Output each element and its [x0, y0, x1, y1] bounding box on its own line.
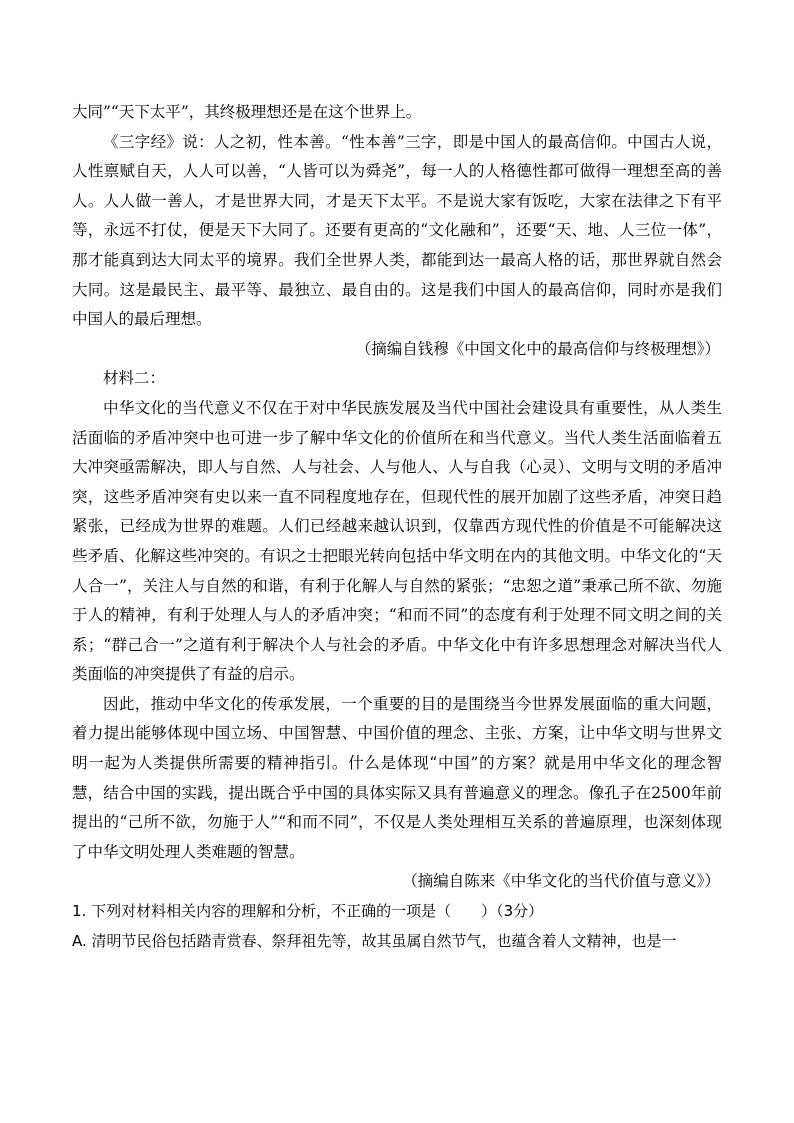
source-citation-1: （摘编自钱穆《中国文化中的最高信仰与终极理想》）	[355, 339, 720, 358]
question-stem: 1. 下列对材料相关内容的理解和分析，不正确的一项是（ ）（3分）	[72, 902, 544, 921]
paragraph-continued: 大同”“天下太平”，其终极理想还是在这个世界上。	[72, 103, 422, 121]
document-page	[72, 98, 722, 956]
source-citation-2: （摘编自陈来《中华文化的当代价值与意义》）	[402, 872, 720, 891]
paragraph-sanzijing: 《三字经》说：人之初，性本善。“性本善”三字，即是中国人的最高信仰。中国古人说，人性禀赋自天，人人可以善，“人皆可以为舜尧”，每一人的人格德性都可做得一理想至高的善人。人人做一善人，才是世界大同，才是天下太平。不是说大家有饭吃，大家在法律之下有平等，永远不打仗，便是天下大同了。还要有更高的“文化融和”，还要“天、地、人三位一体”，那才能真到达大同太平的境界。我们全世界人类，都能到达一最高人格的话，那世界就自然会大同。这是最民主、最平等、最独立、最自由的。这是我们中国人的最高信仰，同时亦是我们中国人的最后理想。	[72, 132, 722, 329]
option-a: A. 清明节民俗包括踏青赏春、祭拜祖先等，故其虽属自然节气，也蕴含着人文精神，也是一	[72, 931, 677, 950]
paragraph-therefore: 因此，推动中华文化的传承发展，一个重要的目的是围绕当今世界发展面临的重大问题，着力提出能够体现中国立场、中国智慧、中国价值的理念、主张、方案，让中华文明与世界文明一起为人类提供所需要的精神指引。什么是体现“中国”的方案？就是用中华文化的理念智慧，结合中国的实践，提出既合乎中国的具体实际又具有普遍意义的理念。像孔子在2500年前提出的“己所不欲，勿施于人”“和而不同”，不仅是人类处理相互关系的普遍原理，也深刻体现了中华文明处理人类难题的智慧。	[72, 694, 722, 861]
paragraph-contemporary-meaning: 中华文化的当代意义不仅在于对中华民族发展及当代中国社会建设具有重要性，从人类生活面临的矛盾冲突中也可进一步了解中华文化的价值所在和当代意义。当代人类生活面临着五大冲突亟需解决，即人与自然、人与社会、人与他人、人与自我（心灵）、文明与文明的矛盾冲突，这些矛盾冲突有史以来一直不同程度地存在，但现代性的展开加剧了这些矛盾，冲突日趋紧张，已经成为世界的难题。人们已经越来越认识到，仅靠西方现代性的价值是不可能解决这些矛盾、化解这些冲突的。有识之士把眼光转向包括中华文明在内的其他文明。中华文化的“天人合一”，关注人与自然的和谐，有利于化解人与自然的紧张；“忠恕之道”秉承己所不欲、勿施于人的精神，有利于处理人与人的矛盾冲突；“和而不同”的态度有利于处理不同文明之间的关系；“群己合一”之道有利于解决个人与社会的矛盾。中华文化中有许多思想理念对解决当代人类面临的冲突提供了有益的启示。	[72, 398, 722, 684]
material-two-heading: 材料二：	[103, 369, 166, 388]
